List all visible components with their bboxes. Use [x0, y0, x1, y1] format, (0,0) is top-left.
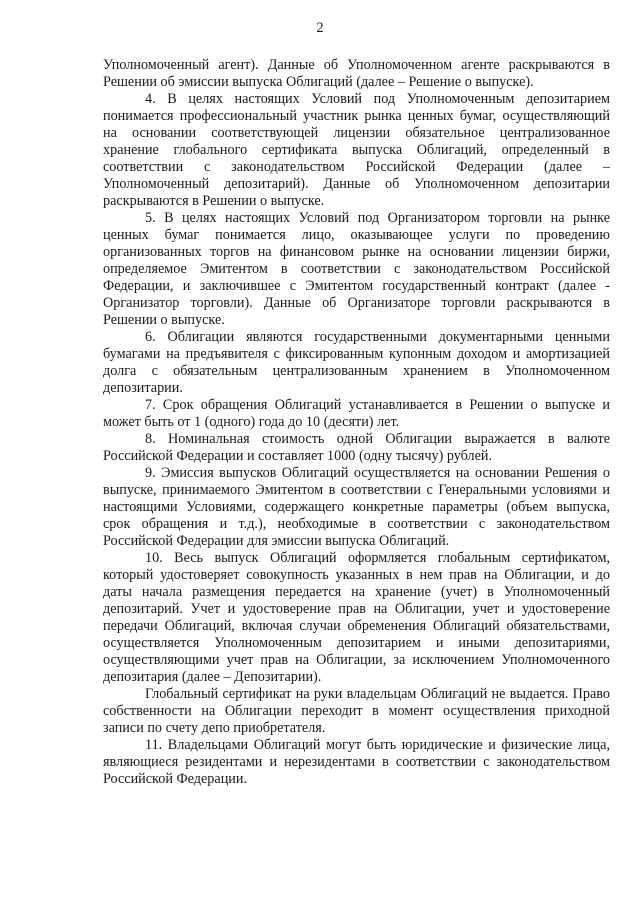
paragraph-clause-10: 10. Весь выпуск Облигаций оформляется глобальным сертификатом, который удостоверяет совокупность указанных в нем прав на Облигации, и до даты начала размещения передается на хранение (учет) в Уполномоченный депозитарий. Учет и удостоверение прав на Облигации, учет и удостоверение передачи Облигаций, включая случаи обременения Облигаций обязательствами, осуществляется Уполномоченным депозитарием и иными депозитариями, осуществляющими учет прав на Облигации, за исключением Уполномоченного депозитария (далее – Депозитарии). [103, 550, 610, 685]
paragraph-clause-7: 7. Срок обращения Облигаций устанавливается в Решении о выпуске и может быть от 1 (одного) года до 10 (десяти) лет. [103, 397, 610, 430]
page-number: 2 [316, 20, 324, 36]
paragraph-clause-11: 11. Владельцами Облигаций могут быть юридические и физические лица, являющиеся резидентами и нерезидентами в соответствии с законодательством Российской Федерации. [103, 737, 610, 787]
paragraph-clause-5: 5. В целях настоящих Условий под Организатором торговли на рынке ценных бумаг понимается лицо, оказывающее услуги по проведению организованных торгов на финансовом рынке на основании лицензии биржи, определяемое Эмитентом в соответствии с законодательством Российской Федерации, и заключившее с Эмитентом государственный контракт (далее - Организатор торговли). Данные об Организаторе торговли раскрываются в Решении о выпуске. [103, 210, 610, 328]
paragraph-clause-6: 6. Облигации являются государственными документарными ценными бумагами на предъявителя с фиксированным купонным доходом и амортизацией долга с обязательным централизованным хранением в Уполномоченном депозитарии. [103, 329, 610, 396]
document-body [103, 57, 610, 788]
paragraph-clause-4: 4. В целях настоящих Условий под Уполномоченным депозитарием понимается профессиональный участник рынка ценных бумаг, осуществляющий на основании соответствующей лицензии обязательное централизованное хранение глобального сертификата выпуска Облигаций, определенный в соответствии с законодательством Российской Федерации (далее – Уполномоченный депозитарий). Данные об Уполномоченном депозитарии раскрываются в Решении о выпуске. [103, 91, 610, 209]
paragraph-clause-8: 8. Номинальная стоимость одной Облигации выражается в валюте Российской Федерации и составляет 1000 (одну тысячу) рублей. [103, 431, 610, 464]
paragraph-global-certificate: Глобальный сертификат на руки владельцам Облигаций не выдается. Право собственности на Облигации переходит в момент осуществления приходной записи по счету депо приобретателя. [103, 686, 610, 736]
paragraph-clause-9: 9. Эмиссия выпусков Облигаций осуществляется на основании Решения о выпуске, принимаемого Эмитентом в соответствии с Генеральными условиями и настоящими Условиями, содержащего конкретные параметры (объем выпуска, срок обращения и т.д.), необходимые в соответствии с законодательством Российской Федерации для эмиссии выпуска Облигаций. [103, 465, 610, 549]
paragraph-continuation: Уполномоченный агент). Данные об Уполномоченном агенте раскрываются в Решении об эмиссии выпуска Облигаций (далее – Решение о выпуске). [103, 57, 610, 90]
